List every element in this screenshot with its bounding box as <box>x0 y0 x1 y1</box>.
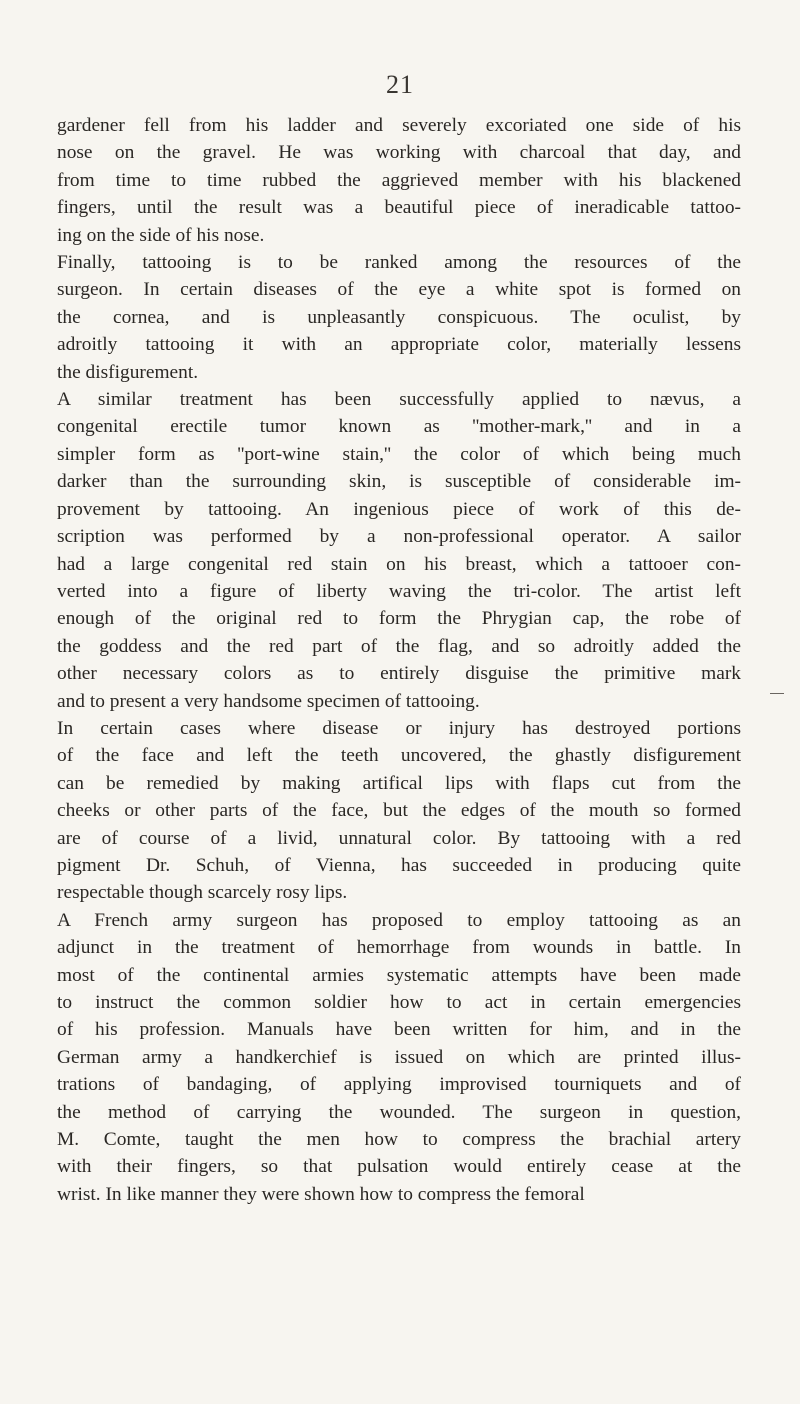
text-line: nose on the gravel. He was working with charcoal that day, and <box>57 142 741 164</box>
text-line: verted into a figure of liberty waving the tri-color. The artist left <box>57 580 741 602</box>
text-line: simpler form as ''port-wine stain,'' the color of which being much <box>57 443 741 465</box>
text-line: adjunct in the treatment of hemorrhage from wounds in battle. In <box>57 937 741 959</box>
text-line: surgeon. In certain diseases of the eye a white spot is formed on <box>57 279 741 301</box>
text-line: are of course of a livid, unnatural color. By tattooing with a red <box>57 827 741 849</box>
text-line: respectable though scarcely rosy lips. <box>57 882 348 904</box>
text-line: M. Comte, taught the men how to compress the brachial artery <box>57 1129 741 1151</box>
body-text <box>57 112 741 1208</box>
text-line: enough of the original red to form the Phrygian cap, the robe of <box>57 608 741 630</box>
text-line: A similar treatment has been successfully applied to nævus, a <box>57 389 741 411</box>
text-line: from time to time rubbed the aggrieved member with his blackened <box>57 169 741 191</box>
page-number: 21 <box>386 70 414 99</box>
text-line: the disfigurement. <box>57 361 199 383</box>
text-line: wrist. In like manner they were shown how to compress the femoral <box>57 1183 585 1205</box>
text-line: and to present a very handsome specimen of tattooing. <box>57 690 480 712</box>
text-line: cheeks or other parts of the face, but the edges of the mouth so formed <box>57 800 741 822</box>
text-line: ing on the side of his nose. <box>57 224 265 246</box>
text-line: the cornea, and is unpleasantly conspicuous. The oculist, by <box>57 306 741 328</box>
text-line: to instruct the common soldier how to act in certain emergencies <box>57 992 741 1013</box>
text-line: gardener fell from his ladder and severely excoriated one side of his <box>57 115 741 136</box>
text-line: of the face and left the teeth uncovered, the ghastly disfigurement <box>57 745 741 767</box>
text-line: pigment Dr. Schuh, of Vienna, has succeeded in producing quite <box>57 854 741 876</box>
text-line: can be remedied by making artifical lips with flaps cut from the <box>57 772 741 794</box>
text-line: of his profession. Manuals have been written for him, and in the <box>57 1019 741 1041</box>
text-line: fingers, until the result was a beautiful piece of ineradicable tattoo- <box>57 197 741 219</box>
text-line: the goddess and the red part of the flag, and so adroitly added the <box>57 635 741 657</box>
text-line: provement by tattooing. An ingenious piece of work of this de- <box>57 498 741 520</box>
text-line: most of the continental armies systematic attempts have been made <box>57 964 741 986</box>
text-line: scription was performed by a non-professional operator. A sailor <box>57 526 741 548</box>
text-line: A French army surgeon has proposed to employ tattooing as an <box>57 909 741 931</box>
text-line: In certain cases where disease or injury has destroyed portions <box>57 717 741 739</box>
text-line: had a large congenital red stain on his breast, which a tattooer con- <box>57 553 741 575</box>
margin-mark <box>770 693 784 694</box>
text-line: the method of carrying the wounded. The surgeon in question, <box>57 1101 741 1123</box>
text-line: with their fingers, so that pulsation would entirely cease at the <box>57 1156 741 1178</box>
text-line: darker than the surrounding skin, is susceptible of considerable im- <box>57 471 741 493</box>
text-line: German army a handkerchief is issued on which are printed illus- <box>57 1046 741 1068</box>
text-line: Finally, tattooing is to be ranked among the resources of the <box>57 252 741 274</box>
text-line: adroitly tattooing it with an appropriate color, materially lessens <box>57 334 741 356</box>
text-line: congenital erectile tumor known as ''mother-mark,'' and in a <box>57 416 741 438</box>
text-line: other necessary colors as to entirely disguise the primitive mark <box>57 663 741 685</box>
text-line: trations of bandaging, of applying improvised tourniquets and of <box>57 1074 741 1096</box>
